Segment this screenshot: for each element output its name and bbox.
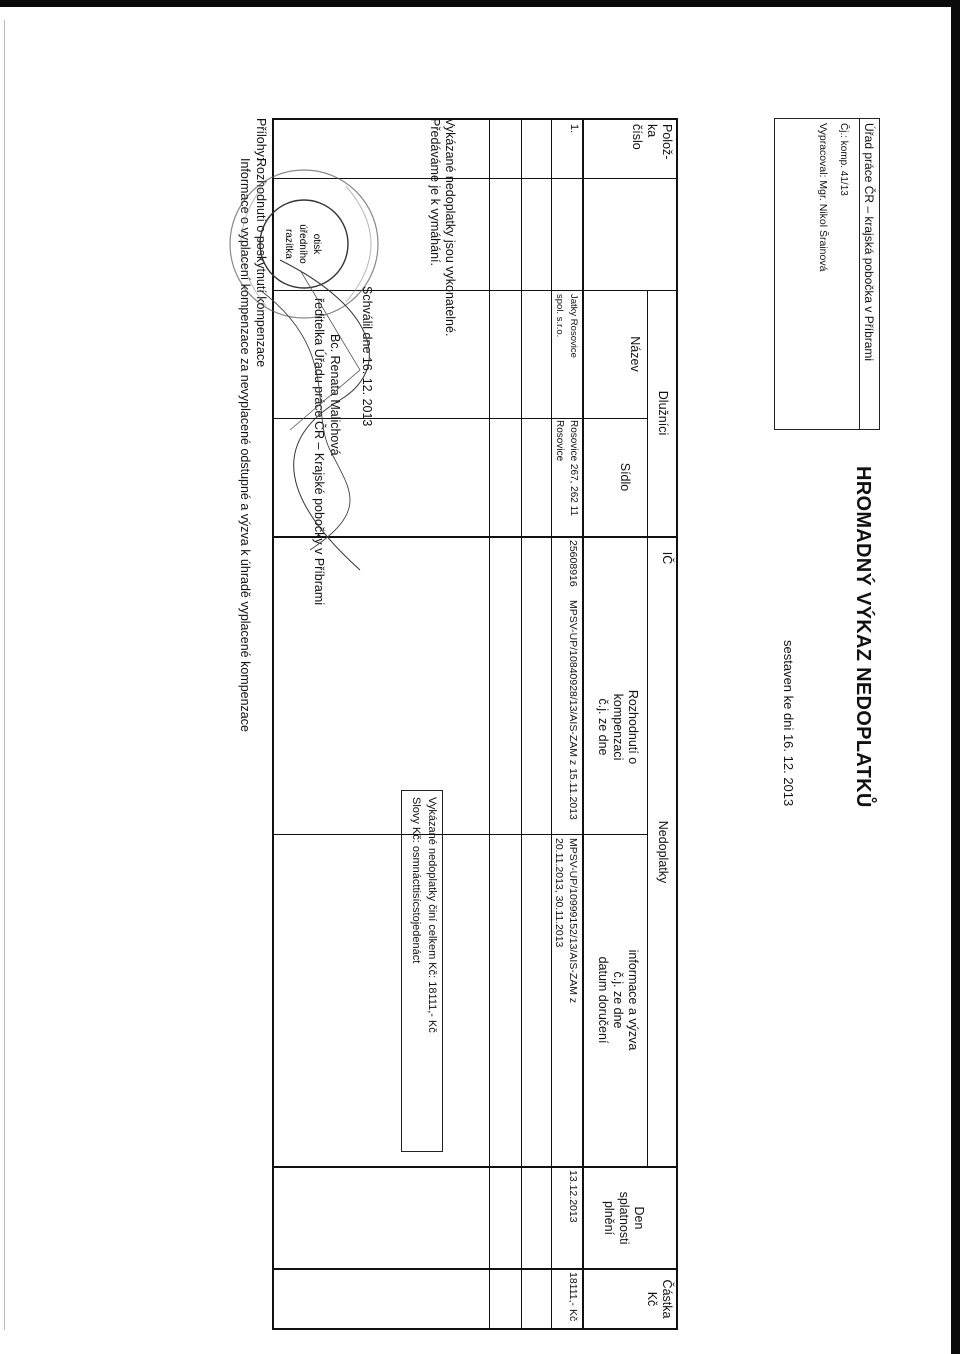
header-debtors: Dlužníci: [656, 390, 670, 436]
header-ic: IČ: [660, 551, 674, 565]
header-arrears: Nedoplatky: [656, 820, 670, 884]
document-title: HROMADNÝ VÝKAZ NEDOPLATKŮ: [852, 466, 874, 808]
stamp-text-2: úředního: [297, 224, 308, 264]
approval-date: Schválil dne 16. 12. 2013: [360, 286, 374, 427]
row-seat: Rosovice 267, 262 11 Rosovice: [554, 420, 579, 516]
row-amount: 18111,- Kč: [567, 1272, 579, 1322]
signature-icon: [250, 250, 400, 580]
header-name: Název: [628, 336, 642, 372]
signer-name: Bc. Renata Malichová: [328, 334, 342, 456]
enforceable-note: Vykázané nedoplatky jsou vykonatelné.: [443, 118, 457, 337]
office-box: [774, 118, 880, 430]
document-date: sestaven ke dni 16. 12. 2013: [781, 640, 796, 807]
row-name: Jatky Rosovice spol. s.r.o.: [554, 294, 579, 358]
summary-box: [401, 790, 443, 1152]
row-decision: MPSV-UP/10840928/13/AIS-ZAM z 15.11.2013: [567, 600, 579, 820]
header-item: Polož- ka číslo: [630, 124, 674, 160]
row-item: 1.: [568, 124, 580, 134]
row-info: MPSV-UP/10999152/13/AIS-ZAM z 20.11.2013, 30.11.2013: [553, 838, 579, 1004]
row-ic: 25608916: [567, 540, 579, 587]
header-seat: Sídlo: [618, 462, 632, 492]
signer-role: ředitelka Úřadu práce ČR – Krajské pobočky v Příbrami: [312, 298, 326, 606]
attachments-label: Přílohy:: [254, 118, 268, 161]
summary-in-words: Slovy Kč: osmnácttisícstojedenáct: [410, 797, 422, 964]
row-due: 13.12.2013: [567, 1170, 579, 1223]
header-due: Den splatnosti plnění: [602, 1191, 646, 1245]
attachment-1: Rozhodnutí o poskytnutí kompenzace: [254, 158, 268, 368]
header-info: informace a výzva č.j. ze dne datum doručení: [596, 949, 640, 1051]
prepared-by: Vypracoval: Mgr. Nikol Šrainová: [817, 123, 829, 272]
reference-number: Čj.: komp. 41/13: [838, 123, 849, 196]
handover-note: Předáváme je k vymáhání.: [428, 118, 442, 266]
stamp-text-3: razítka: [283, 228, 294, 260]
attachment-2: Informace o vyplacení kompenzace za nevyplacené odstupné a výzva k úhradě vyplacené kompenzace: [238, 158, 252, 732]
header-amount: Částka Kč: [645, 1279, 674, 1319]
header-decision: Rozhodnutí o kompenzaci č.j. ze dne: [596, 689, 640, 765]
stamp-text-1: otisk: [311, 233, 322, 255]
office-name: Úřad práce ČR – krajská pobočka v Příbrami: [859, 119, 879, 429]
summary-total: Vykázané nedoplatky činí celkem Kč: 18111,- Kč: [426, 797, 438, 1033]
